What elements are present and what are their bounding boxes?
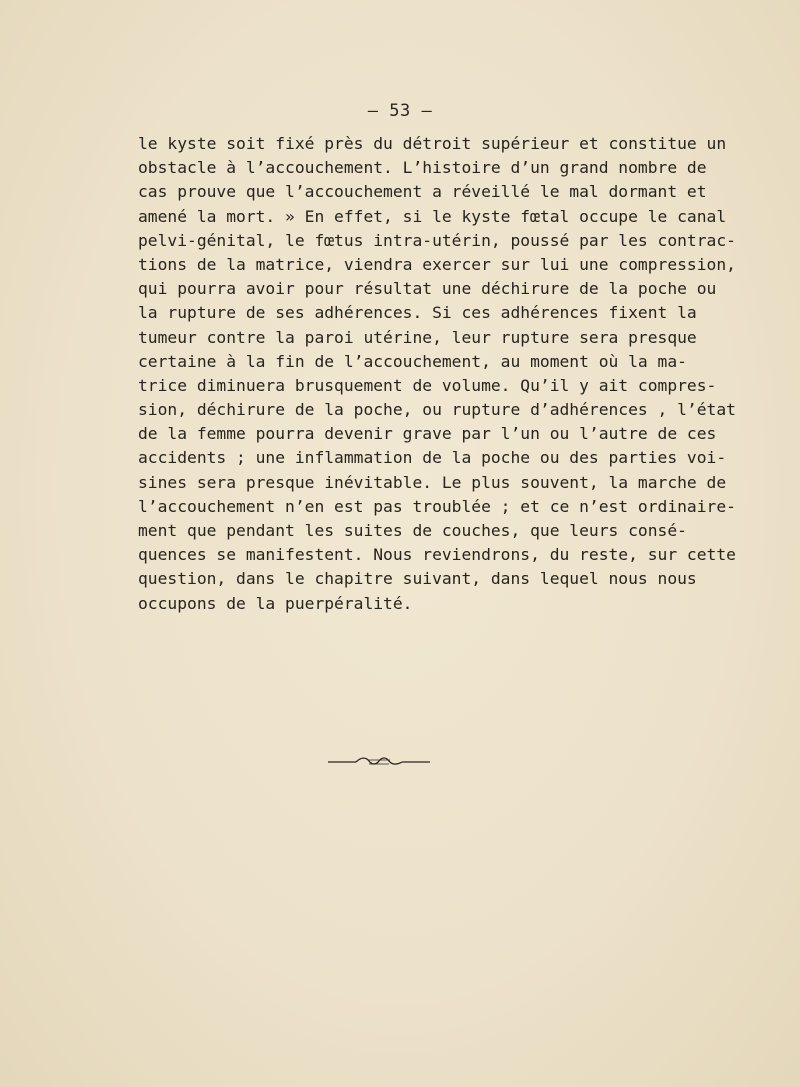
text-line: sion, déchirure de la poche, ou rupture d’adhérences , l’état (138, 400, 736, 420)
text-line: tions de la matrice, viendra exercer sur lui une compression, (138, 254, 736, 274)
text-line: trice diminuera brusquement de volume. Qu’il y ait compres- (138, 375, 717, 395)
text-line: accidents ; une inflammation de la poche ou des parties voi- (138, 448, 727, 468)
text-line: cas prouve que l’accouchement a réveillé le mal dormant et (138, 182, 707, 202)
text-line: tumeur contre la paroi utérine, leur rupture sera presque (138, 327, 697, 347)
body-text (138, 132, 736, 616)
text-line: occupons de la puerpéralité. (138, 593, 413, 613)
text-line: pelvi-génital, le fœtus intra-utérin, poussé par les contrac- (138, 230, 736, 250)
text-line: de la femme pourra devenir grave par l’un ou l’autre de ces (138, 424, 717, 444)
text-line: obstacle à l’accouchement. L’histoire d’un grand nombre de (138, 158, 707, 178)
text-line: qui pourra avoir pour résultat une déchirure de la poche ou (138, 279, 717, 299)
text-line: quences se manifestent. Nous reviendrons, du reste, sur cette (138, 545, 736, 565)
text-line: amené la mort. » En effet, si le kyste fœtal occupe le canal (138, 206, 727, 226)
end-ornament-icon (328, 756, 430, 768)
page-number: — 53 — (367, 101, 433, 121)
text-line: question, dans le chapitre suivant, dans lequel nous nous (138, 569, 697, 589)
text-line: la rupture de ses adhérences. Si ces adhérences fixent la (138, 303, 697, 323)
text-line: le kyste soit fixé près du détroit supérieur et constitue un (138, 134, 727, 153)
text-line: ment que pendant les suites de couches, que leurs consé- (138, 521, 687, 540)
text-line: l’accouchement n’en est pas troublée ; et ce n’est ordinaire- (138, 496, 736, 516)
text-line: sines sera presque inévitable. Le plus souvent, la marche de (138, 472, 727, 492)
text-line: certaine à la fin de l’accouchement, au moment où la ma- (138, 351, 687, 371)
